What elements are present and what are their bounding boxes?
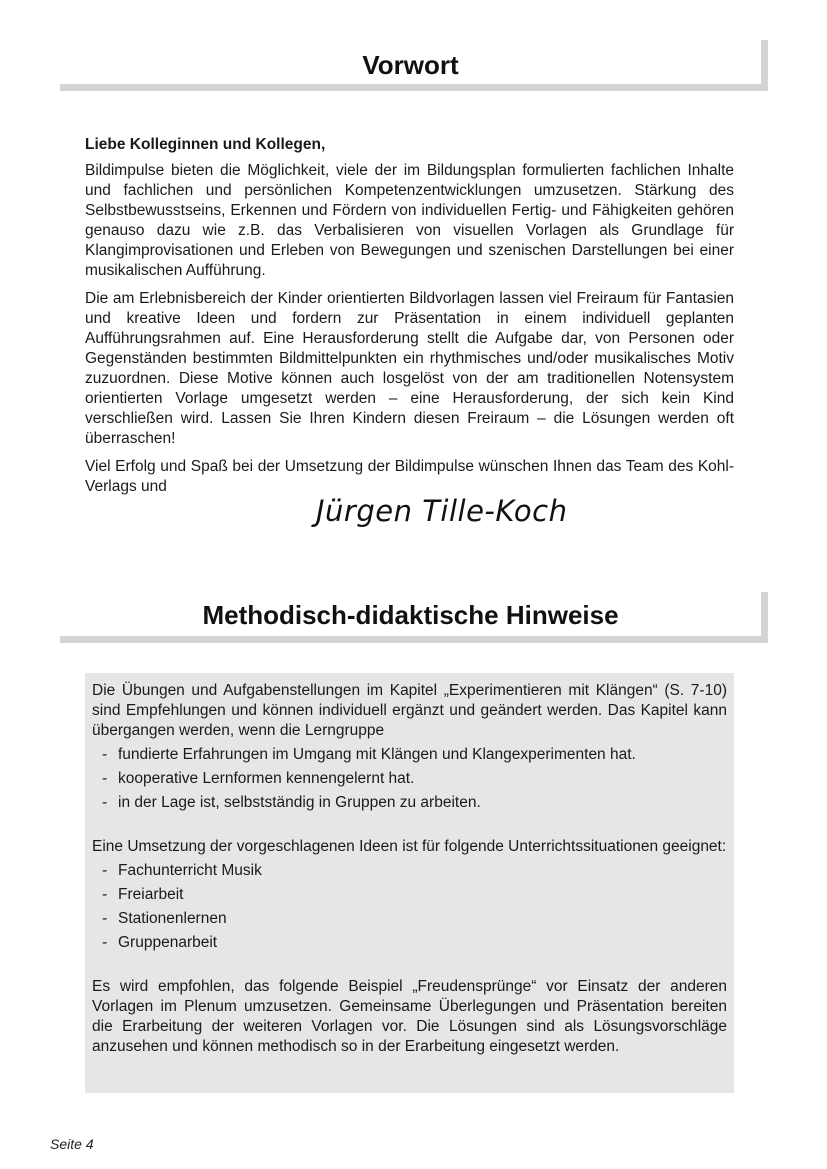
methods-hint-box <box>85 673 734 1093</box>
list-item-text: in der Lage ist, selbstständig in Gruppen zu arbeiten. <box>118 794 481 811</box>
list-item: - Fachunterricht Musik <box>102 862 262 879</box>
list-item: - kooperative Lernformen kennengelernt hat. <box>102 770 415 787</box>
situations-intro: Eine Umsetzung der vorgeschlagenen Ideen ist für folgende Unterrichtssituationen geeignet: <box>92 838 727 855</box>
list-item-text: Freiarbeit <box>118 886 184 903</box>
salutation: Liebe Kolleginnen und Kollegen, <box>85 136 326 153</box>
author-signature: Jürgen Tille-Koch <box>316 494 568 528</box>
list-item-text: Gruppenarbeit <box>118 934 218 951</box>
situations-list <box>92 861 727 953</box>
preface-heading-bar <box>60 40 768 91</box>
list-item-text: kooperative Lernformen kennengelernt hat. <box>118 770 415 787</box>
preface-title: Vorwort <box>362 50 459 80</box>
conditions-list <box>92 745 727 813</box>
list-item-text: fundierte Erfahrungen im Umgang mit Klängen und Klangexperimenten hat. <box>118 746 636 763</box>
methods-heading-bar <box>60 592 768 643</box>
list-item-text: Stationenlernen <box>118 910 227 927</box>
list-item-text: Fachunterricht Musik <box>118 862 262 879</box>
preface-paragraph-3: Viel Erfolg und Spaß bei der Umsetzung der Bildimpulse wünschen Ihnen das Team des Kohl-Verlags und <box>85 458 734 495</box>
preface-body <box>85 135 734 505</box>
preface-paragraph-2: Die am Erlebnisbereich der Kinder orientierten Bildvorlagen lassen viel Freiraum für Fantasien und kreative Ideen und fordern zur Präsentation in einem individuell geplanten Aufführungsrahmen auf. Eine Herausforderung stellt die Aufgabe dar, von Personen oder Gegenständen bestimmten Bildmittelpunkten ein rhythmisches und/oder musikalisches Motiv zuzuordnen. Diese Motive können auch losgelöst von der am traditionellen Notensystem orientierten Vorlage umgesetzt werden – eine Herausforderung, der sich kein Kind verschließen wird. Lassen Sie Ihren Kindern diesen Freiraum – die Lösungen werden oft überraschen! <box>85 290 734 447</box>
page-number: Seite 4 <box>50 1136 94 1152</box>
preface-paragraph-1: Bildimpulse bieten die Möglichkeit, viele der im Bildungsplan formulierten fachlichen Inhalte und fachlichen und persönlichen Kompetenzentwicklungen umzusetzen. Stärkung des Selbstbewusstseins, Erkennen und Fördern von individuellen Fertig- und Fähigkeiten gehören genauso dazu wie z.B. das Verbalisieren von visuellen Vorlagen als Grundlage für Klangimprovisationen und Erleben von Bewegungen und szenischen Darstellungen bei einer musikalischen Aufführung. <box>85 162 734 279</box>
list-item: - in der Lage ist, selbstständig in Gruppen zu arbeiten. <box>102 794 481 811</box>
list-item: - fundierte Erfahrungen im Umgang mit Klängen und Klangexperimenten hat. <box>102 746 636 763</box>
list-item: - Stationenlernen <box>102 910 227 927</box>
methods-intro: Die Übungen und Aufgabenstellungen im Kapitel „Experimentieren mit Klängen“ (S. 7-10) sind Empfehlungen und können individuell ergänzt und geändert werden. Das Kapitel kann übergangen werden, wenn die Lerngruppe <box>92 682 727 739</box>
list-item: - Freiarbeit <box>102 886 184 903</box>
list-item: - Gruppenarbeit <box>102 934 218 951</box>
methods-title: Methodisch-didaktische Hinweise <box>202 600 619 630</box>
methods-recommendation: Es wird empfohlen, das folgende Beispiel „Freudensprünge“ vor Einsatz der anderen Vorlagen im Plenum umzusetzen. Gemeinsame Überlegungen und Präsentation bereiten die Erarbeitung der weiteren Vorlagen vor. Die Lösungen sind als Lösungsvorschläge anzusehen und können methodisch so in der Erarbeitung eingesetzt werden. <box>92 978 727 1055</box>
